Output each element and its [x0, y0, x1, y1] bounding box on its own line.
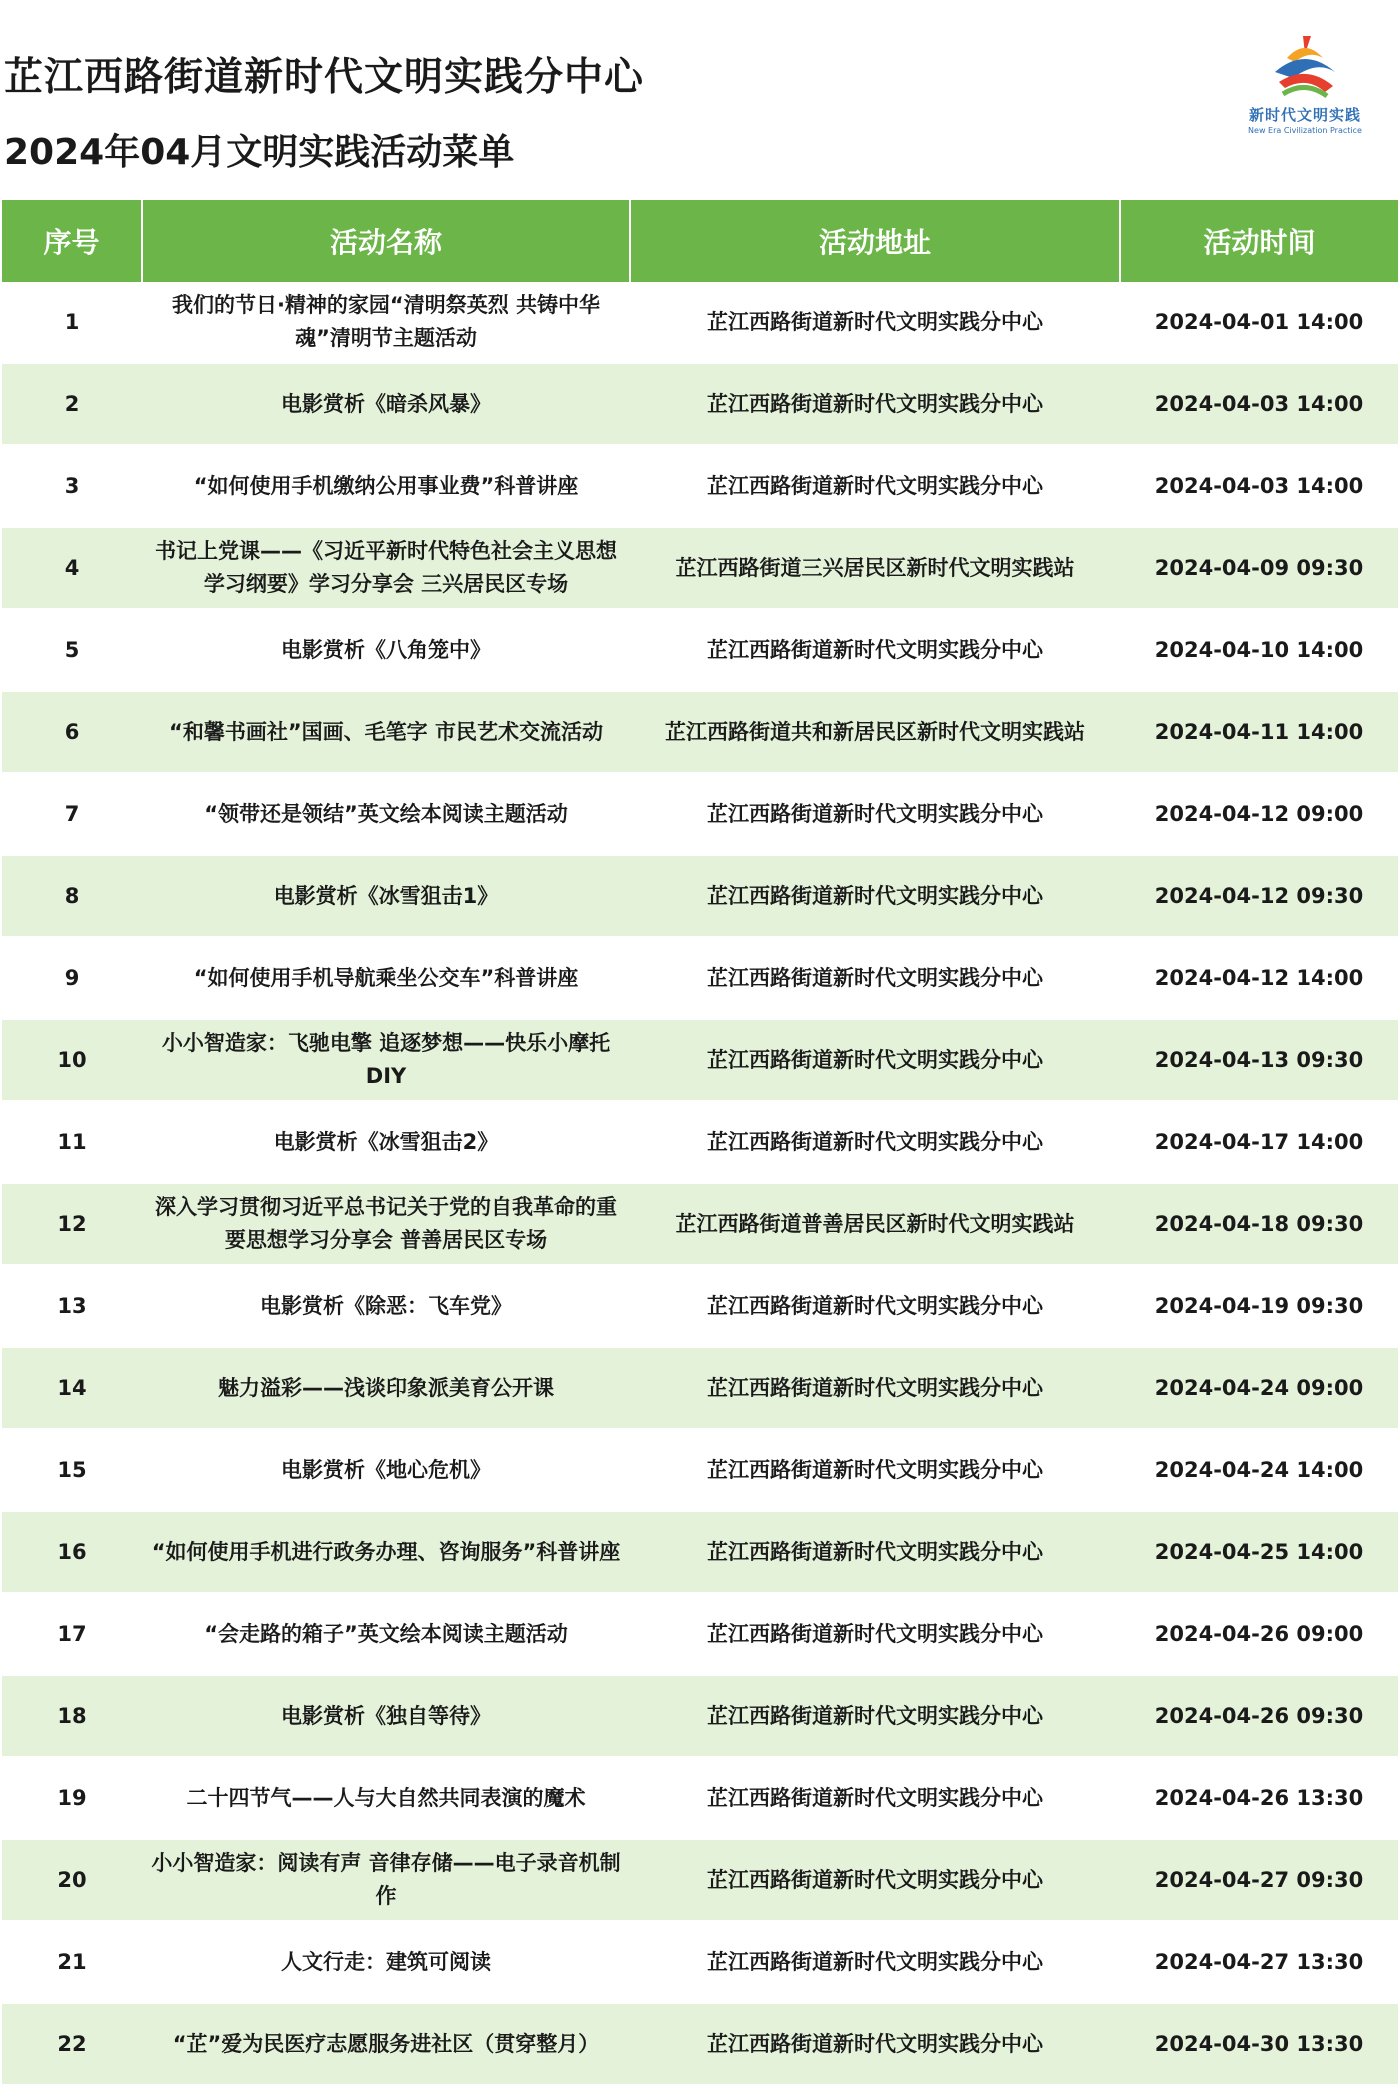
cell-activity-name: 书记上党课——《习近平新时代特色社会主义思想学习纲要》学习分享会 三兴居民区专场 [142, 527, 630, 609]
cell-address: 芷江西路街道新时代文明实践分中心 [630, 1839, 1120, 1921]
cell-time: 2024-04-12 09:30 [1120, 855, 1398, 937]
cell-index: 11 [2, 1101, 142, 1183]
cell-activity-name: 魅力溢彩——浅谈印象派美育公开课 [142, 1347, 630, 1429]
cell-time: 2024-04-26 09:30 [1120, 1675, 1398, 1757]
cell-index: 22 [2, 2003, 142, 2085]
cell-activity-name: 二十四节气——人与大自然共同表演的魔术 [142, 1757, 630, 1839]
page-subtitle: 2024年04月文明实践活动菜单 [4, 132, 515, 173]
cell-time: 2024-04-30 13:30 [1120, 2003, 1398, 2085]
cell-activity-name: 电影赏析《八角笼中》 [142, 609, 630, 691]
cell-time: 2024-04-13 09:30 [1120, 1019, 1398, 1101]
cell-address: 芷江西路街道新时代文明实践分中心 [630, 282, 1120, 363]
cell-address: 芷江西路街道新时代文明实践分中心 [630, 1101, 1120, 1183]
cell-index: 8 [2, 855, 142, 937]
cell-activity-name: 电影赏析《暗杀风暴》 [142, 363, 630, 445]
table-row [2, 1019, 1398, 1101]
cell-activity-name: 我们的节日·精神的家园“清明祭英烈 共铸中华魂”清明节主题活动 [142, 282, 630, 363]
table-row [2, 937, 1398, 1019]
cell-address: 芷江西路街道新时代文明实践分中心 [630, 1429, 1120, 1511]
cell-activity-name: 电影赏析《独自等待》 [142, 1675, 630, 1757]
cell-activity-name: 电影赏析《地心危机》 [142, 1429, 630, 1511]
cell-index: 9 [2, 937, 142, 1019]
table-row [2, 855, 1398, 937]
cell-index: 17 [2, 1593, 142, 1675]
cell-time: 2024-04-03 14:00 [1120, 445, 1398, 527]
cell-address: 芷江西路街道新时代文明实践分中心 [630, 609, 1120, 691]
cell-address: 芷江西路街道新时代文明实践分中心 [630, 773, 1120, 855]
cell-time: 2024-04-18 09:30 [1120, 1183, 1398, 1265]
cell-activity-name: “领带还是领结”英文绘本阅读主题活动 [142, 773, 630, 855]
table-row [2, 1921, 1398, 2003]
table-row [2, 282, 1398, 363]
logo-subtext: New Era Civilization Practice [1248, 126, 1362, 135]
cell-address: 芷江西路街道新时代文明实践分中心 [630, 855, 1120, 937]
cell-time: 2024-04-10 14:00 [1120, 609, 1398, 691]
cell-activity-name: 深入学习贯彻习近平总书记关于党的自我革命的重要思想学习分享会 普善居民区专场 [142, 1183, 630, 1265]
cell-address: 芷江西路街道新时代文明实践分中心 [630, 1019, 1120, 1101]
logo-icon [1265, 32, 1345, 102]
cell-activity-name: “和馨书画社”国画、毛笔字 市民艺术交流活动 [142, 691, 630, 773]
cell-time: 2024-04-26 13:30 [1120, 1757, 1398, 1839]
cell-address: 芷江西路街道新时代文明实践分中心 [630, 1675, 1120, 1757]
logo-text: 新时代文明实践 [1248, 106, 1361, 124]
logo [1240, 32, 1370, 152]
table-body [2, 282, 1398, 2085]
cell-index: 20 [2, 1839, 142, 1921]
cell-time: 2024-04-27 13:30 [1120, 1921, 1398, 2003]
cell-time: 2024-04-19 09:30 [1120, 1265, 1398, 1347]
cell-time: 2024-04-26 09:00 [1120, 1593, 1398, 1675]
column-header-name: 活动名称 [142, 200, 630, 282]
table-header-row [2, 200, 1398, 282]
cell-address: 芷江西路街道新时代文明实践分中心 [630, 2003, 1120, 2085]
cell-activity-name: “如何使用手机进行政务办理、咨询服务”科普讲座 [142, 1511, 630, 1593]
cell-address: 芷江西路街道新时代文明实践分中心 [630, 1593, 1120, 1675]
cell-index: 13 [2, 1265, 142, 1347]
column-header-time: 活动时间 [1120, 200, 1398, 282]
cell-index: 10 [2, 1019, 142, 1101]
activity-table [2, 200, 1398, 2086]
cell-activity-name: 电影赏析《冰雪狙击1》 [142, 855, 630, 937]
table-row [2, 363, 1398, 445]
cell-time: 2024-04-01 14:00 [1120, 282, 1398, 363]
table-row [2, 1347, 1398, 1429]
cell-index: 21 [2, 1921, 142, 2003]
page-title: 芷江西路街道新时代文明实践分中心 [4, 55, 645, 100]
table-row [2, 1757, 1398, 1839]
cell-activity-name: “如何使用手机导航乘坐公交车”科普讲座 [142, 937, 630, 1019]
cell-time: 2024-04-25 14:00 [1120, 1511, 1398, 1593]
cell-index: 1 [2, 282, 142, 363]
cell-index: 4 [2, 527, 142, 609]
cell-time: 2024-04-11 14:00 [1120, 691, 1398, 773]
column-header-address: 活动地址 [630, 200, 1120, 282]
table-row [2, 609, 1398, 691]
table-row [2, 1429, 1398, 1511]
table-row [2, 1511, 1398, 1593]
cell-index: 7 [2, 773, 142, 855]
cell-time: 2024-04-17 14:00 [1120, 1101, 1398, 1183]
table-row [2, 691, 1398, 773]
table-row [2, 1101, 1398, 1183]
cell-activity-name: “芷”爱为民医疗志愿服务进社区（贯穿整月） [142, 2003, 630, 2085]
cell-time: 2024-04-09 09:30 [1120, 527, 1398, 609]
table-row [2, 1675, 1398, 1757]
cell-index: 12 [2, 1183, 142, 1265]
cell-address: 芷江西路街道普善居民区新时代文明实践站 [630, 1183, 1120, 1265]
table-row [2, 1839, 1398, 1921]
cell-index: 2 [2, 363, 142, 445]
cell-address: 芷江西路街道新时代文明实践分中心 [630, 937, 1120, 1019]
cell-address: 芷江西路街道新时代文明实践分中心 [630, 1265, 1120, 1347]
page-header [0, 0, 1400, 200]
table-row [2, 445, 1398, 527]
cell-index: 3 [2, 445, 142, 527]
cell-activity-name: 电影赏析《冰雪狙击2》 [142, 1101, 630, 1183]
cell-address: 芷江西路街道新时代文明实践分中心 [630, 1511, 1120, 1593]
cell-activity-name: 小小智造家：阅读有声 音律存储——电子录音机制作 [142, 1839, 630, 1921]
cell-index: 14 [2, 1347, 142, 1429]
cell-address: 芷江西路街道新时代文明实践分中心 [630, 445, 1120, 527]
cell-activity-name: “如何使用手机缴纳公用事业费”科普讲座 [142, 445, 630, 527]
table-header [2, 200, 1398, 282]
cell-index: 6 [2, 691, 142, 773]
cell-activity-name: 电影赏析《除恶：飞车党》 [142, 1265, 630, 1347]
cell-index: 5 [2, 609, 142, 691]
cell-address: 芷江西路街道三兴居民区新时代文明实践站 [630, 527, 1120, 609]
cell-address: 芷江西路街道共和新居民区新时代文明实践站 [630, 691, 1120, 773]
table-row [2, 1265, 1398, 1347]
table-row [2, 2003, 1398, 2085]
cell-time: 2024-04-27 09:30 [1120, 1839, 1398, 1921]
table-row [2, 1183, 1398, 1265]
cell-index: 16 [2, 1511, 142, 1593]
cell-address: 芷江西路街道新时代文明实践分中心 [630, 1347, 1120, 1429]
cell-time: 2024-04-24 09:00 [1120, 1347, 1398, 1429]
cell-time: 2024-04-12 09:00 [1120, 773, 1398, 855]
cell-address: 芷江西路街道新时代文明实践分中心 [630, 363, 1120, 445]
table-row [2, 773, 1398, 855]
cell-address: 芷江西路街道新时代文明实践分中心 [630, 1757, 1120, 1839]
cell-activity-name: 人文行走：建筑可阅读 [142, 1921, 630, 2003]
cell-time: 2024-04-12 14:00 [1120, 937, 1398, 1019]
cell-time: 2024-04-24 14:00 [1120, 1429, 1398, 1511]
column-header-index: 序号 [2, 200, 142, 282]
cell-index: 18 [2, 1675, 142, 1757]
cell-activity-name: 小小智造家：飞驰电擎 追逐梦想——快乐小摩托DIY [142, 1019, 630, 1101]
cell-index: 19 [2, 1757, 142, 1839]
cell-time: 2024-04-03 14:00 [1120, 363, 1398, 445]
table-row [2, 1593, 1398, 1675]
table-row [2, 527, 1398, 609]
cell-address: 芷江西路街道新时代文明实践分中心 [630, 1921, 1120, 2003]
cell-index: 15 [2, 1429, 142, 1511]
cell-activity-name: “会走路的箱子”英文绘本阅读主题活动 [142, 1593, 630, 1675]
